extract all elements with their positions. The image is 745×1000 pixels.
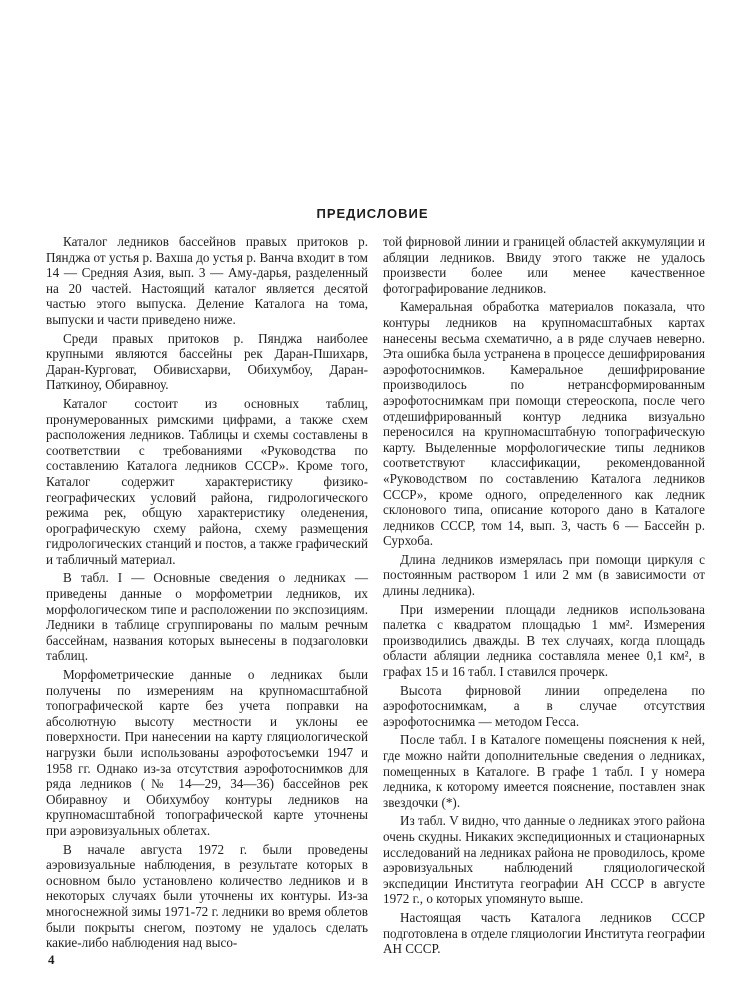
paragraph: Среди правых притоков р. Пянджа наиболее крупными являются бассейны рек Даран-Пшихарв, Даран-Курговат, Обивисхарви, Обихумбоу, Даран-Паткиноу, Обиравноу. (46, 330, 368, 393)
right-text-column (383, 234, 705, 960)
page-number: 4 (48, 952, 55, 967)
paragraph: В начале августа 1972 г. были проведены аэровизуальные наблюдения, в результате которых в основном было установлено количество ледников и в некоторых случаях были уточнены их контуры. Из-за многоснежной зимы 1971-72 г. ледники во время облетов были покрыты снегом, поэтому не удалось сделать какие-либо наблюдения над высо- (46, 841, 368, 951)
paragraph: Каталог состоит из основных таблиц, пронумерованных римскими цифрами, а также схем расположения ледников. Таблицы и схемы составлены в соответствии с требованиями «Руководства по составлению Каталога ледников СССР». Кроме того, Каталог содержит характеристику физико-географических условий района, гидрологического режима рек, общую характеристику оледенения, орографическую схему района, схему размещения гидрологических станций и постов, а также графический и табличный материал. (46, 395, 368, 567)
paragraph: Настоящая часть Каталога ледников СССР подготовлена в отделе гляциологии Института географии АН СССР. (383, 909, 705, 957)
paragraph: Длина ледников измерялась при помощи циркуля с постоянным раствором 1 или 2 мм (в зависимости от длины ледника). (383, 551, 705, 599)
paragraph: Высота фирновой линии определена по аэрофотоснимкам, а в случае отсутствия аэрофотоснимка — методом Гесса. (383, 682, 705, 729)
paragraph: Каталог ледников бассейнов правых притоков р. Пянджа от устья р. Вахша до устья р. Ванча входит в том 14 — Средняя Азия, вып. 3 — Аму-дарья, разделенный на 20 частей. Настоящий каталог является десятой частью этого выпуска. Деление Каталога на тома, выпуски и части приведено ниже. (46, 234, 368, 327)
paragraph-continuation: той фирновой линии и границей областей аккумуляции и абляции ледников. Ввиду этого также не удалось произвести более или менее качественное фотографирование ледников. (383, 234, 705, 296)
paragraph: После табл. I в Каталоге помещены пояснения к ней, где можно найти дополнительные сведения о ледниках, помещенных в Каталоге. В графе 1 табл. I у номера ледника, к которому имеется пояснение, поставлен знак звездочки (*). (383, 732, 705, 810)
paragraph: При измерении площади ледников использована палетка с квадратом площадью 1 мм². Измерения производились дважды. В тех случаях, когда площадь области абляции ледника составляла менее 0,1 км², в графах 15 и 16 табл. I ставился прочерк. (383, 601, 705, 680)
paragraph: Из табл. V видно, что данные о ледниках этого района очень скудны. Никаких экспедиционных и стационарных исследований на ледниках района не проводилось, кроме аэровизуальных наблюдений гляциологической экспедиции Института географии АН СССР в августе 1972 г., о которых упомянуто выше. (383, 813, 705, 907)
paragraph: Камеральная обработка материалов показала, что контуры ледников на крупномасштабных картах нанесены весьма схематично, а в ряде случаев неверно. Эта ошибка была устранена в процессе дешифрирования аэрофотоснимков. Камеральное дешифрирование производилось по нетрансформированным аэрофотоснимкам при помощи стереоскопа, после чего отдешифрированный контур ледника визуально переносился на крупномасштабную топографическую карту. Выделенные морфологические типы ледников соответствуют классификации, рекомендованной «Руководством по составлению Каталога ледников СССР», кроме одного, определенного как ледник склонового типа, описание которого дано в Каталоге ледников СССР, том 14, вып. 3, часть 6 — Бассейн р. Сурхоба. (383, 299, 705, 549)
paragraph: Морфометрические данные о ледниках были получены по измерениям на крупномасштабной топографической карте без учета поправки на абсолютную высоту местности и уклоны ее поверхности. При нанесении на карту гляциологической нагрузки были использованы аэрофотосъемки 1947 и 1958 гг. Однако из-за отсутствия аэрофотоснимков для ряда ледников (№ 14—29, 34—36) бассейнов рек Обиравноу и Обихумбоу контуры ледников на крупномасштабной топографической карте уточнены при аэровизуальных облетах. (46, 667, 368, 838)
left-text-column (46, 234, 368, 954)
paragraph: В табл. I — Основные сведения о ледниках — приведены данные о морфометрии ледников, их морфологическом типе и расположении по экспозициям. Ледники в таблице сгруппированы по малым речным бассейнам, названия которых вынесены в подзаголовки таблиц. (46, 570, 368, 664)
page-title: ПРЕДИСЛОВИЕ (316, 206, 429, 221)
